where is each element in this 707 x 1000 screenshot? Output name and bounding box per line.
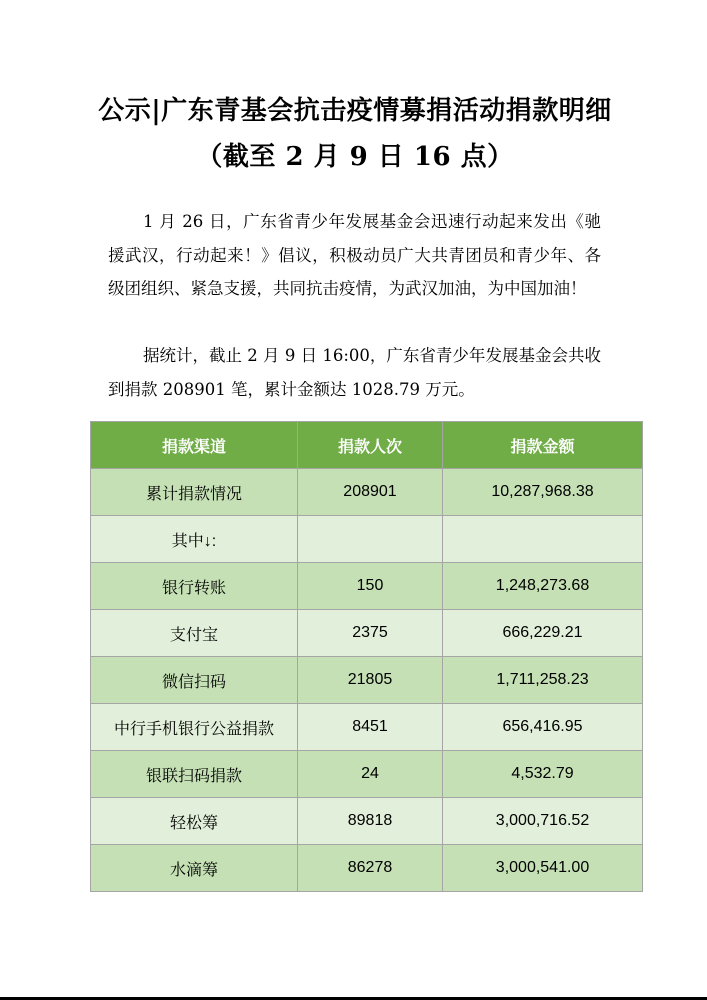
table-row [91, 610, 643, 657]
page-title: 公示|广东青基会抗击疫情募捐活动捐款明细（截至 2 月 9 日 16 点） [98, 96, 612, 172]
intro-paragraph: 1 月 26 日，广东省青少年发展基金会迅速行动起来发出《驰援武汉，行动起来！》倡议，积极动员广大共青团员和青少年、各级团组织、紧急支援，共同抗击疫情，为武汉加油，为中国加油！ [108, 212, 601, 298]
table-header-row [91, 422, 643, 469]
table-row [91, 469, 643, 516]
channel-cell: 银联扫码捐款 [91, 751, 298, 798]
channel-cell: 中行手机银行公益捐款 [91, 704, 298, 751]
amount-cell [443, 516, 643, 563]
amount-cell: 656,416.95 [443, 704, 643, 751]
count-cell: 208901 [297, 469, 442, 516]
table-row [91, 845, 643, 892]
count-cell: 2375 [297, 610, 442, 657]
count-cell: 89818 [297, 798, 442, 845]
amount-cell: 3,000,716.52 [443, 798, 643, 845]
header-channel: 捐款渠道 [91, 422, 298, 469]
count-cell: 86278 [297, 845, 442, 892]
table-row [91, 751, 643, 798]
channel-cell: 微信扫码 [91, 657, 298, 704]
header-amount: 捐款金额 [443, 422, 643, 469]
count-cell: 8451 [297, 704, 442, 751]
channel-cell: 累计捐款情况 [91, 469, 298, 516]
table-row [91, 798, 643, 845]
donation-table [90, 421, 643, 892]
channel-cell: 银行转账 [91, 563, 298, 610]
table-row [91, 704, 643, 751]
channel-cell: 支付宝 [91, 610, 298, 657]
donation-details-table [90, 421, 643, 892]
statistics-paragraph: 据统计，截止 2 月 9 日 16:00，广东省青少年发展基金会共收到捐款 208901 笔，累计金额达 1028.79 万元。 [108, 346, 601, 399]
amount-cell: 1,711,258.23 [443, 657, 643, 704]
channel-cell: 轻松筹 [91, 798, 298, 845]
count-cell: 21805 [297, 657, 442, 704]
channel-cell: 水滴筹 [91, 845, 298, 892]
count-cell: 24 [297, 751, 442, 798]
amount-cell: 1,248,273.68 [443, 563, 643, 610]
amount-cell: 10,287,968.38 [443, 469, 643, 516]
table-row [91, 563, 643, 610]
channel-cell: 其中↓: [91, 516, 298, 563]
header-count: 捐款人次 [297, 422, 442, 469]
count-cell [297, 516, 442, 563]
amount-cell: 3,000,541.00 [443, 845, 643, 892]
count-cell: 150 [297, 563, 442, 610]
amount-cell: 666,229.21 [443, 610, 643, 657]
table-row [91, 516, 643, 563]
amount-cell: 4,532.79 [443, 751, 643, 798]
table-row [91, 657, 643, 704]
